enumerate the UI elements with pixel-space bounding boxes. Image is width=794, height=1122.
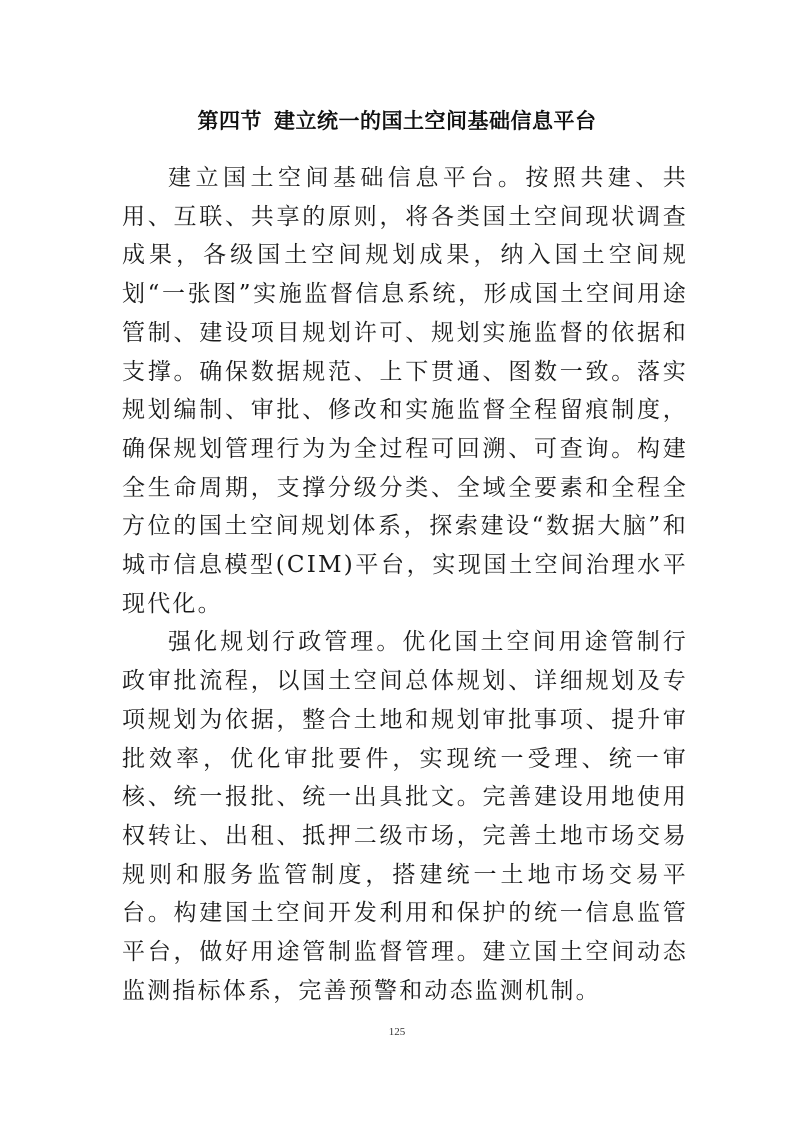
section-heading	[0, 103, 794, 139]
paragraph-administration: 强化规划行政管理。优化国土空间用途管制行政审批流程，以国土空间总体规划、详细规划及专项规划为依据，整合土地和规划审批事项、提升审批效率，优化审批要件，实现统一受理、统一审核、统一报批、统一出具批文。完善建设用地使用权转让、出租、抵押二级市场，完善土地市场交易规则和服务监管制度，搭建统一土地市场交易平台。构建国土空间开发利用和保护的统一信息监管平台，做好用途管制监督管理。建立国土空间动态监测指标体系，完善预警和动态监测机制。	[122, 629, 688, 1004]
section-body	[122, 159, 688, 1010]
page-number: 125	[388, 1026, 406, 1038]
paragraph-platform: 建立国土空间基础信息平台。按照共建、共用、互联、共享的原则，将各类国土空间现状调查成果，各级国土空间规划成果，纳入国土空间规划“一张图”实施监督信息系统，形成国土空间用途管制、建设项目规划许可、规划实施监督的依据和支撑。确保数据规范、上下贯通、图数一致。落实规划编制、审批、修改和实施监督全程留痕制度，确保规划管理行为为全过程可回溯、可查询。构建全生命周期，支撑分级分类、全域全要素和全程全方位的国土空间规划体系，探索建设“数据大脑”和城市信息模型(CIM)平台，实现国土空间治理水平现代化。	[122, 165, 688, 617]
section-title: 建立统一的国土空间基础信息平台	[274, 109, 597, 133]
section-number: 第四节	[197, 109, 262, 133]
